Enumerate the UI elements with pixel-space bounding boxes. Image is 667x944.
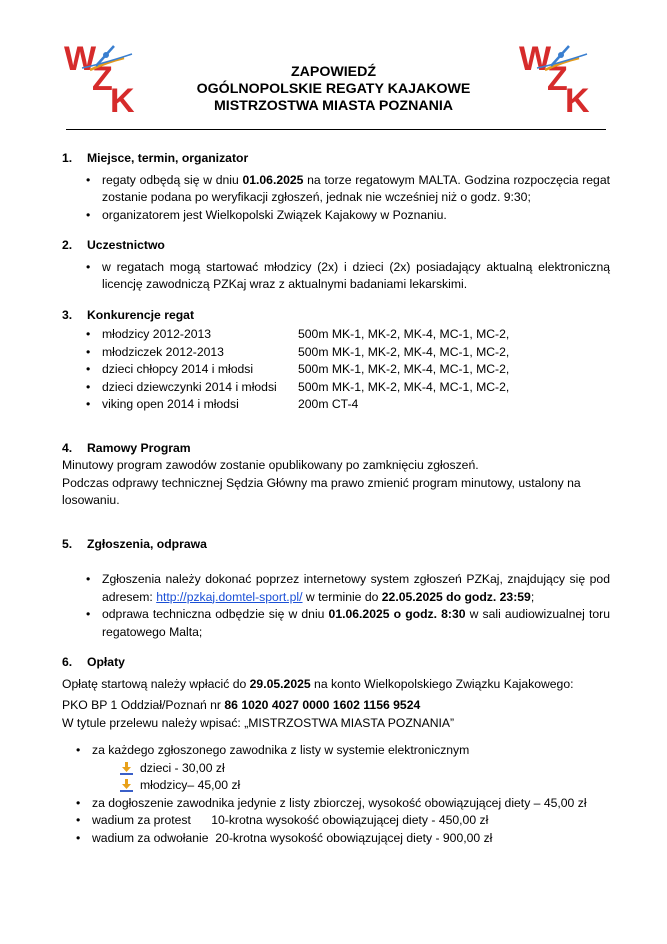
section-venue — [62, 150, 610, 224]
event-row — [86, 344, 610, 362]
list-item: • w regatach mogą startować młodzicy (2x) i dzieci (2x) posiadający aktualną elektroniczną licencję zawodniczą PZKaj wraz z aktualnymi badaniami lekarskimi. — [86, 259, 610, 294]
event-classes: 200m CT-4 — [298, 397, 359, 411]
section-number: 3. — [62, 307, 73, 322]
event-category: • młodzicy 2012-2013 — [102, 327, 212, 341]
section-heading — [62, 237, 610, 255]
list-item: • organizatorem jest Wielkopolski Związek Kajakowy w Poznaniu. — [86, 207, 610, 225]
paragraph: W tytule przelewu należy wpisać: „MISTRZOSTWA MIASTA POZNANIA” — [62, 715, 455, 730]
title-line-3: MISTRZOSTWA MIASTA POZNANIA — [213, 98, 454, 114]
section-number: 5. — [62, 536, 73, 551]
svg-text:W: W — [64, 40, 97, 78]
arrow-down-icon — [120, 762, 133, 775]
event-category: • młodziczek 2012-2013 — [102, 344, 224, 359]
section-title: Uczestnictwo — [87, 238, 165, 252]
fee-sub-item: dzieci - 30,00 zł — [120, 760, 610, 778]
wzk-logo-right — [517, 40, 595, 114]
section-program — [62, 440, 610, 510]
list-item: • wadium za protest 10-krotna wysokość obowiązującej diety - 450,00 zł — [76, 812, 610, 830]
event-category: • dzieci chłopcy 2014 i młodsi — [102, 362, 254, 376]
fee-sub-item: młodzicy– 45,00 zł — [120, 777, 610, 795]
event-classes: 500m MK-1, MK-2, MK-4, MC-1, MC-2, — [298, 344, 510, 359]
event-row — [86, 326, 610, 344]
section-heading — [62, 307, 610, 325]
section-title: Zgłoszenia, odprawa — [87, 536, 207, 551]
arrow-down-icon — [120, 779, 133, 792]
section-number: 6. — [62, 655, 73, 669]
paragraph: Opłatę startową należy wpłacić do 29.05.2025 na konto Wielkopolskiego Związku Kajakowego: — [62, 676, 574, 691]
paragraph: Podczas odprawy technicznej Sędzia Główny ma prawo zmienić program minutowy, ustalony na losowaniu. — [62, 475, 581, 507]
section-title: Ramowy Program — [87, 440, 191, 455]
section-number: 4. — [62, 440, 73, 455]
event-classes: 500m MK-1, MK-2, MK-4, MC-1, MC-2, — [298, 362, 510, 376]
title-line-2: OGÓLNOPOLSKIE REGATY KAJAKOWE — [196, 81, 471, 97]
list-item: • odprawa techniczna odbędzie się w dniu 01.06.2025 o godz. 8:30 w sali audiowizualnej toru regatowego Malta; — [86, 606, 610, 641]
list-item: • za każdego zgłoszonego zawodnika z listy w systemie elektronicznym — [76, 742, 610, 760]
section-title: Miejsce, termin, organizator — [87, 151, 249, 165]
event-row — [86, 396, 610, 414]
list-item: • za dogłoszenie zawodnika jedynie z listy zbiorczej, wysokość obowiązującej diety – 45,00 zł — [76, 795, 610, 813]
list-item: • wadium za odwołanie 20-krotna wysokość obowiązującej diety - 900,00 zł — [76, 830, 610, 848]
section-heading — [62, 654, 610, 672]
section-heading — [62, 440, 610, 458]
section-participation — [62, 237, 610, 294]
event-classes: 500m MK-1, MK-2, MK-4, MC-1, MC-2, — [298, 379, 510, 394]
header-divider — [66, 129, 606, 130]
title-line-1: ZAPOWIEDŹ — [290, 64, 377, 80]
paragraph: Minutowy program zawodów zostanie opublikowany po zamknięciu zgłoszeń. — [62, 458, 479, 472]
section-fees — [62, 654, 610, 847]
section-heading — [62, 150, 610, 168]
event-category: • viking open 2014 i młodsi — [102, 397, 239, 411]
list-item: • Zgłoszenia należy dokonać poprzez internetowy system zgłoszeń PZKaj, znajdujący się pod adresem: http://pzkaj.domtel-sport.pl/ w terminie do 22.05.2025 do godz. 23:59; — [86, 571, 610, 606]
section-title: Opłaty — [87, 655, 125, 669]
entry-system-link[interactable]: http://pzkaj.domtel-sport.pl/ — [156, 589, 303, 604]
event-category: • dzieci dziewczynki 2014 i młodsi — [102, 379, 277, 394]
list-item: • regaty odbędą się w dniu 01.06.2025 na torze regatowym MALTA. Godzina rozpoczęcia regat zostanie podana po weryfikacji zgłoszeń, jednak nie wcześniej niż o godz. 9:30; — [86, 172, 610, 207]
section-title: Konkurencje regat — [87, 307, 195, 322]
document-body — [62, 150, 610, 847]
svg-text:W: W — [519, 40, 552, 78]
event-row — [86, 379, 610, 397]
wzk-logo-left — [62, 40, 140, 114]
event-classes: 500m MK-1, MK-2, MK-4, MC-1, MC-2, — [298, 327, 510, 341]
svg-text:Z: Z — [92, 60, 113, 98]
section-number: 2. — [62, 238, 73, 252]
event-row — [86, 361, 610, 379]
svg-text:K: K — [565, 82, 590, 114]
section-number: 1. — [62, 151, 73, 165]
svg-text:Z: Z — [547, 60, 568, 98]
section-entries — [62, 536, 610, 642]
section-events — [62, 307, 610, 414]
section-heading — [62, 536, 610, 554]
document-title — [150, 64, 517, 115]
bank-account: PKO BP 1 Oddział/Poznań nr 86 1020 4027 0000 1602 1156 9524 — [62, 698, 421, 712]
svg-text:K: K — [110, 82, 135, 114]
